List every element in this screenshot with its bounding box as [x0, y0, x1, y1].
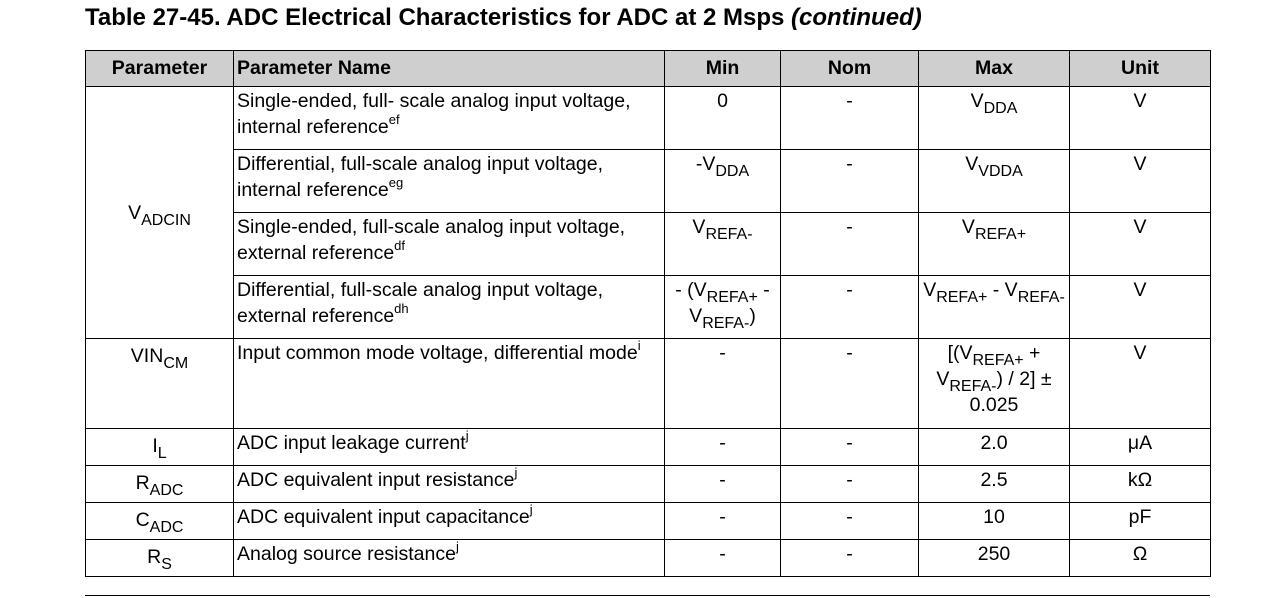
- header-nom: Nom: [781, 51, 919, 87]
- max-value: 2.5: [919, 466, 1070, 503]
- param-name: Single-ended, full-scale analog input voltage, external reference$^{df}$: [234, 213, 665, 276]
- param-name: Differential, full-scale analog input voltage, external reference$^{dh}$: [234, 276, 665, 339]
- next-row-edge: [85, 595, 1210, 596]
- nom-value: -: [781, 213, 919, 276]
- param-name: ADC input leakage current$^j$: [234, 429, 665, 466]
- nom-value: -: [781, 150, 919, 213]
- unit-value: V: [1070, 87, 1211, 150]
- param-radc: $R_{ADC}$: [86, 466, 234, 503]
- nom-value: -: [781, 276, 919, 339]
- table-row: [86, 339, 1211, 429]
- max-value: $V_{VDDA}$: [919, 150, 1070, 213]
- nom-value: -: [781, 503, 919, 540]
- param-name: ADC equivalent input resistance$^j$: [234, 466, 665, 503]
- table-row: [86, 540, 1211, 577]
- header-min: Min: [665, 51, 781, 87]
- param-name: Differential, full-scale analog input voltage, internal reference$^{eg}$: [234, 150, 665, 213]
- min-value: -: [665, 429, 781, 466]
- table-row: [86, 503, 1211, 540]
- table-title: [85, 4, 922, 32]
- table-title-main: Table 27-45. ADC Electrical Characteristics for ADC at 2 Msps: [85, 4, 785, 31]
- nom-value: -: [781, 540, 919, 577]
- min-value: -: [665, 503, 781, 540]
- min-value: -: [665, 466, 781, 503]
- max-value: 2.0: [919, 429, 1070, 466]
- unit-value: V: [1070, 150, 1211, 213]
- param-vadcin: $V_{ADCIN}$: [86, 87, 234, 339]
- unit-value: V: [1070, 276, 1211, 339]
- header-max: Max: [919, 51, 1070, 87]
- unit-value: kΩ: [1070, 466, 1211, 503]
- table-row: [86, 276, 1211, 339]
- header-parameter-name: Parameter Name: [234, 51, 665, 87]
- param-vincm: $VIN_{CM}$: [86, 339, 234, 429]
- table-row: [86, 466, 1211, 503]
- min-value: $-V_{DDA}$: [665, 150, 781, 213]
- min-value: $V_{REFA-}$: [665, 213, 781, 276]
- max-value: 250: [919, 540, 1070, 577]
- param-il: $I_L$: [86, 429, 234, 466]
- max-value: $[(V_{REFA+} + V_{REFA-}) / 2] \pm 0.025$: [919, 339, 1070, 429]
- header-row: [86, 51, 1211, 87]
- min-value: - $(V_{REFA+} - V_{REFA-})$: [665, 276, 781, 339]
- unit-value: V: [1070, 339, 1211, 429]
- unit-value: Ω: [1070, 540, 1211, 577]
- header-unit: Unit: [1070, 51, 1211, 87]
- max-value: $V_{DDA}$: [919, 87, 1070, 150]
- unit-value: μA: [1070, 429, 1211, 466]
- header-parameter: Parameter: [86, 51, 234, 87]
- param-name: Single-ended, full- scale analog input voltage, internal reference$^{ef}$: [234, 87, 665, 150]
- nom-value: -: [781, 87, 919, 150]
- param-cadc: $C_{ADC}$: [86, 503, 234, 540]
- max-value: $V_{REFA+}$: [919, 213, 1070, 276]
- nom-value: -: [781, 466, 919, 503]
- max-value: $V_{REFA+} - V_{REFA-}$: [919, 276, 1070, 339]
- unit-value: pF: [1070, 503, 1211, 540]
- table-row: [86, 150, 1211, 213]
- param-name: Analog source resistance$^j$: [234, 540, 665, 577]
- table-title-suffix: (continued): [791, 4, 922, 31]
- max-value: 10: [919, 503, 1070, 540]
- table-row: [86, 87, 1211, 150]
- min-value: -: [665, 540, 781, 577]
- min-value: 0: [665, 87, 781, 150]
- nom-value: -: [781, 429, 919, 466]
- table-row: [86, 213, 1211, 276]
- nom-value: -: [781, 339, 919, 429]
- param-name: Input common mode voltage, differential mode$^i$: [234, 339, 665, 429]
- table-row: [86, 429, 1211, 466]
- param-name: ADC equivalent input capacitance$^j$: [234, 503, 665, 540]
- adc-characteristics-table: [85, 50, 1211, 577]
- param-rs: $R_S$: [86, 540, 234, 577]
- unit-value: V: [1070, 213, 1211, 276]
- min-value: -: [665, 339, 781, 429]
